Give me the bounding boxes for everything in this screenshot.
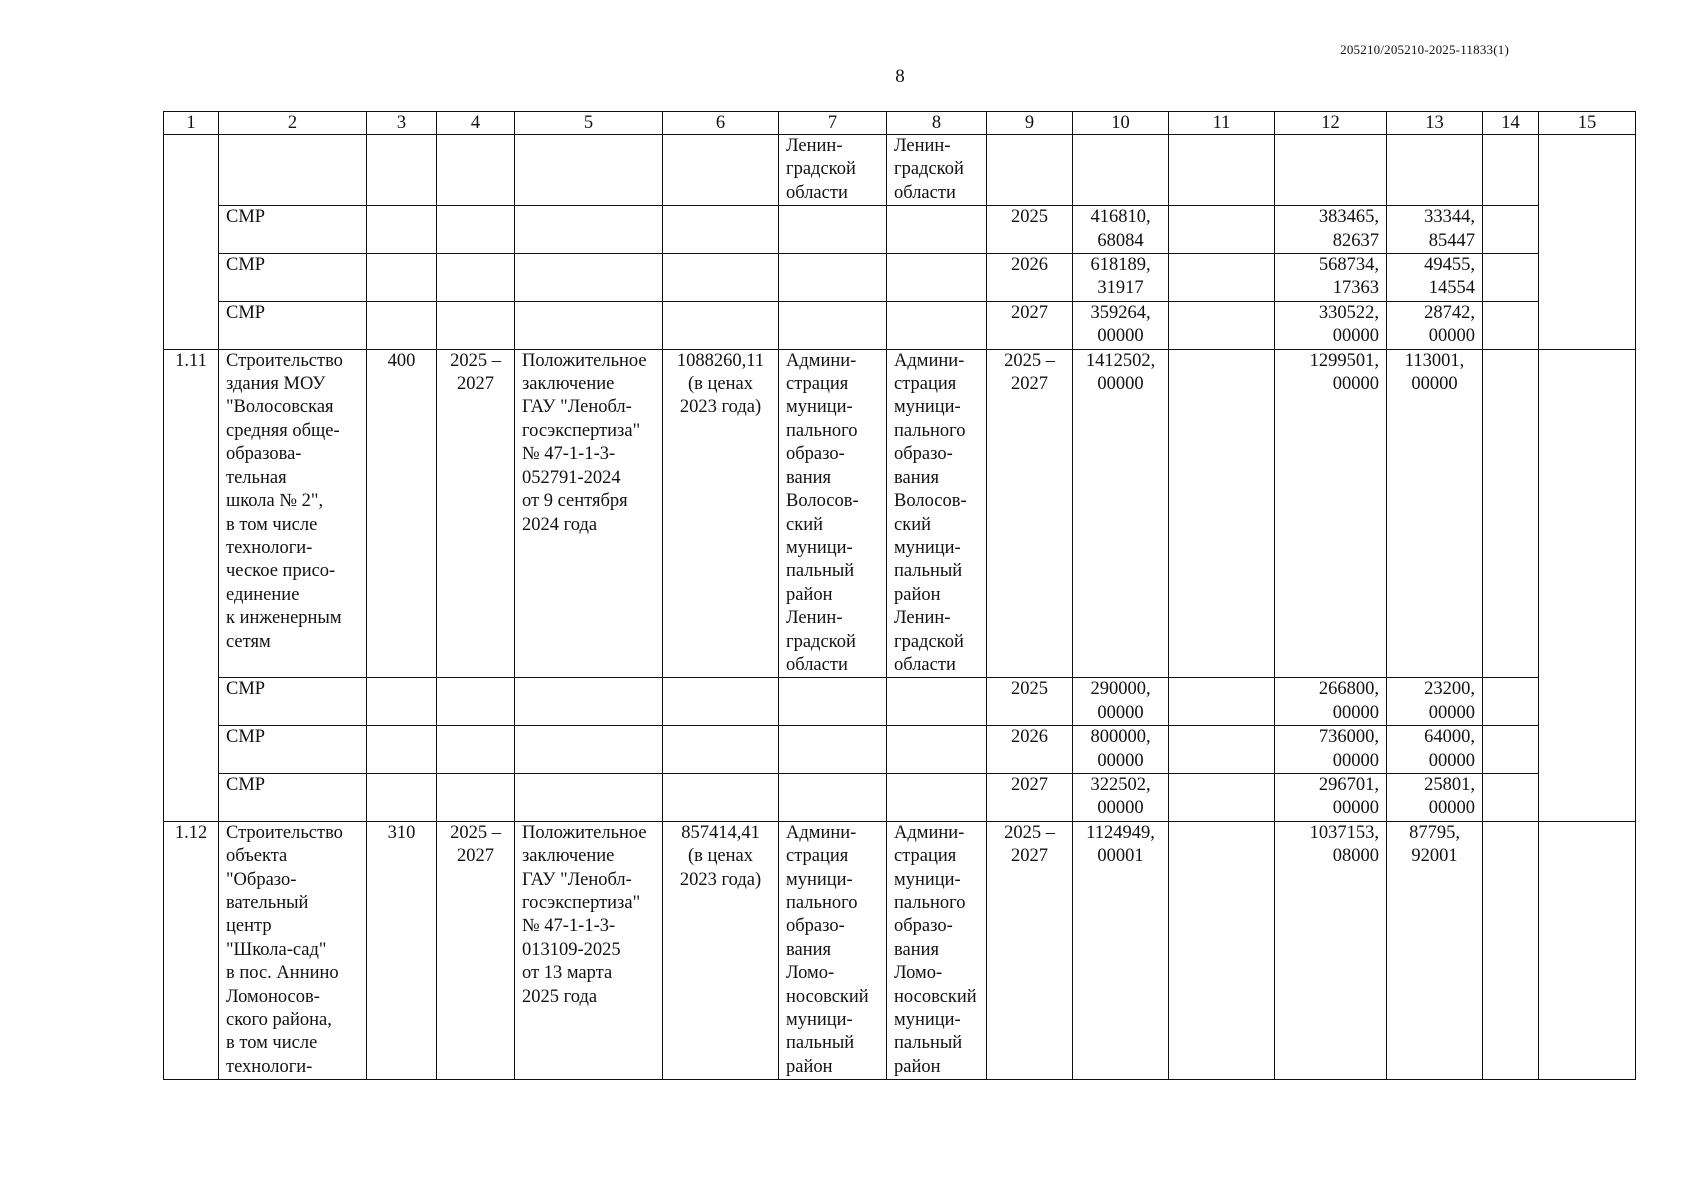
table-row (164, 349, 1636, 678)
table-row (164, 135, 1636, 206)
total-cell: 1412502, 00000 (1073, 349, 1169, 678)
local-budget-cell: 33344, 85447 (1387, 206, 1483, 254)
table-cell (367, 301, 437, 349)
table-cell (367, 254, 437, 302)
table-cell (437, 254, 515, 302)
table-cell (367, 206, 437, 254)
table-cell (219, 135, 367, 206)
work-type-cell: СМР (219, 206, 367, 254)
document-registration-number: 205210/205210-2025-11833(1) (1340, 42, 1509, 57)
table-row (164, 678, 1636, 726)
table-cell (663, 773, 779, 821)
column-header: 12 (1275, 112, 1387, 135)
expertise-cell: Положительное заключение ГАУ "Ленобл- госэкспертиза" № 47-1-1-3- 052791-2024 от 9 сентября 2024 года (515, 349, 663, 678)
table-cell (1073, 135, 1169, 206)
regional-budget-cell: 1037153, 08000 (1275, 821, 1387, 1079)
table-cell (1169, 678, 1275, 726)
table-cell (1483, 301, 1539, 349)
customer-cell: Админи- страция муници- пального образо- вания Волосов- ский муници- пальный район Ленин- градской области (779, 349, 887, 678)
table-cell (515, 206, 663, 254)
total-cell: 800000, 00000 (1073, 726, 1169, 774)
table-cell (515, 254, 663, 302)
column-header: 2 (219, 112, 367, 135)
column-header: 4 (437, 112, 515, 135)
table-cell (437, 773, 515, 821)
table-cell (1539, 821, 1636, 1079)
column-header: 7 (779, 112, 887, 135)
table-cell (887, 206, 987, 254)
table-cell (1169, 254, 1275, 302)
regional-budget-cell: 330522, 00000 (1275, 301, 1387, 349)
table-cell (1169, 821, 1275, 1079)
table-cell (1483, 678, 1539, 726)
table-cell (887, 726, 987, 774)
year-cell: 2026 (987, 254, 1073, 302)
table-cell (1169, 726, 1275, 774)
total-cell: 359264, 00000 (1073, 301, 1169, 349)
table-cell (1387, 135, 1483, 206)
developer-cell: Админи- страция муници- пального образо- вания Ломо- носовский муници- пальный район (887, 821, 987, 1079)
column-header: 11 (1169, 112, 1275, 135)
expertise-cell: Положительное заключение ГАУ "Ленобл- госэкспертиза" № 47-1-1-3- 013109-2025 от 13 марта 2025 года (515, 821, 663, 1079)
table-cell (663, 135, 779, 206)
developer-cell: Ленин- градской области (887, 135, 987, 206)
column-header: 15 (1539, 112, 1636, 135)
capacity-cell: 400 (367, 349, 437, 678)
column-header: 8 (887, 112, 987, 135)
table-cell (515, 678, 663, 726)
total-cell: 618189, 31917 (1073, 254, 1169, 302)
table-cell (1483, 726, 1539, 774)
table-row (164, 206, 1636, 254)
table-cell (437, 726, 515, 774)
table-cell (367, 726, 437, 774)
customer-cell: Админи- страция муници- пального образо- вания Ломо- носовский муници- пальный район (779, 821, 887, 1079)
table-cell (1169, 135, 1275, 206)
table-cell (1539, 135, 1636, 350)
table-cell (887, 254, 987, 302)
object-name-cell: Строительство объекта "Образо- вательный центр "Школа-сад" в пос. Аннино Ломоносов- ского района, в том числе технологи- (219, 821, 367, 1079)
item-number-cell: 1.11 (164, 349, 219, 821)
years-cell: 2025 – 2027 (987, 821, 1073, 1079)
table-cell (779, 773, 887, 821)
local-budget-cell: 49455, 14554 (1387, 254, 1483, 302)
table-cell (663, 254, 779, 302)
table-cell (779, 301, 887, 349)
column-header: 10 (1073, 112, 1169, 135)
table-cell (1539, 349, 1636, 821)
cost-cell: 857414,41 (в ценах 2023 года) (663, 821, 779, 1079)
years-cell: 2025 – 2027 (987, 349, 1073, 678)
column-header: 14 (1483, 112, 1539, 135)
regional-budget-cell: 736000, 00000 (1275, 726, 1387, 774)
regional-budget-cell: 383465, 82637 (1275, 206, 1387, 254)
table-cell (515, 773, 663, 821)
table-cell (1275, 135, 1387, 206)
table-cell (887, 678, 987, 726)
table-row (164, 301, 1636, 349)
table-cell (1169, 206, 1275, 254)
table-row (164, 726, 1636, 774)
table-cell (367, 678, 437, 726)
table-cell (779, 726, 887, 774)
investment-table (163, 111, 1636, 1080)
table-cell (1483, 349, 1539, 678)
table-cell (515, 726, 663, 774)
table-row (164, 254, 1636, 302)
work-type-cell: СМР (219, 726, 367, 774)
total-cell: 416810, 68084 (1073, 206, 1169, 254)
page-number: 8 (895, 66, 905, 87)
period-cell: 2025 – 2027 (437, 349, 515, 678)
local-budget-cell: 87795, 92001 (1387, 821, 1483, 1079)
table-cell (779, 678, 887, 726)
table-cell (987, 135, 1073, 206)
table-cell (663, 678, 779, 726)
table-cell (663, 726, 779, 774)
table-cell (367, 773, 437, 821)
column-header: 5 (515, 112, 663, 135)
capacity-cell: 310 (367, 821, 437, 1079)
table-cell (437, 206, 515, 254)
item-number-cell: 1.12 (164, 821, 219, 1079)
local-budget-cell: 64000, 00000 (1387, 726, 1483, 774)
table-cell (164, 135, 219, 350)
table-cell (437, 135, 515, 206)
table-cell (663, 206, 779, 254)
table-cell (1169, 301, 1275, 349)
table-cell (515, 301, 663, 349)
table-cell (1169, 773, 1275, 821)
table-cell (437, 301, 515, 349)
total-cell: 322502, 00000 (1073, 773, 1169, 821)
table-row (164, 773, 1636, 821)
work-type-cell: СМР (219, 678, 367, 726)
cost-cell: 1088260,11 (в ценах 2023 года) (663, 349, 779, 678)
table-cell (1483, 254, 1539, 302)
table-cell (1483, 206, 1539, 254)
table-cell (515, 135, 663, 206)
customer-cell: Ленин- градской области (779, 135, 887, 206)
column-numbers-row (164, 112, 1636, 135)
local-budget-cell: 25801, 00000 (1387, 773, 1483, 821)
total-cell: 290000, 00000 (1073, 678, 1169, 726)
developer-cell: Админи- страция муници- пального образо- вания Волосов- ский муници- пальный район Ленин- градской области (887, 349, 987, 678)
object-name-cell: Строительство здания МОУ "Волосовская средняя обще- образова- тельная школа № 2", в том числе технологи- ческое присо- единение к инженерным сетям (219, 349, 367, 678)
period-cell: 2025 – 2027 (437, 821, 515, 1079)
table-cell (1483, 773, 1539, 821)
table-cell (1169, 349, 1275, 678)
local-budget-cell: 113001, 00000 (1387, 349, 1483, 678)
table-cell (1483, 135, 1539, 206)
work-type-cell: СМР (219, 301, 367, 349)
column-header: 13 (1387, 112, 1483, 135)
table-cell (663, 301, 779, 349)
table-cell (367, 135, 437, 206)
column-header: 6 (663, 112, 779, 135)
column-header: 3 (367, 112, 437, 135)
year-cell: 2025 (987, 206, 1073, 254)
regional-budget-cell: 296701, 00000 (1275, 773, 1387, 821)
column-header: 9 (987, 112, 1073, 135)
year-cell: 2027 (987, 773, 1073, 821)
work-type-cell: СМР (219, 773, 367, 821)
year-cell: 2025 (987, 678, 1073, 726)
table-row (164, 821, 1636, 1079)
total-cell: 1124949, 00001 (1073, 821, 1169, 1079)
table-cell (779, 254, 887, 302)
regional-budget-cell: 266800, 00000 (1275, 678, 1387, 726)
year-cell: 2027 (987, 301, 1073, 349)
local-budget-cell: 28742, 00000 (1387, 301, 1483, 349)
table-cell (437, 678, 515, 726)
regional-budget-cell: 568734, 17363 (1275, 254, 1387, 302)
work-type-cell: СМР (219, 254, 367, 302)
year-cell: 2026 (987, 726, 1073, 774)
table-cell (779, 206, 887, 254)
regional-budget-cell: 1299501, 00000 (1275, 349, 1387, 678)
table-cell (887, 301, 987, 349)
table-cell (887, 773, 987, 821)
local-budget-cell: 23200, 00000 (1387, 678, 1483, 726)
column-header: 1 (164, 112, 219, 135)
table-cell (1483, 821, 1539, 1079)
